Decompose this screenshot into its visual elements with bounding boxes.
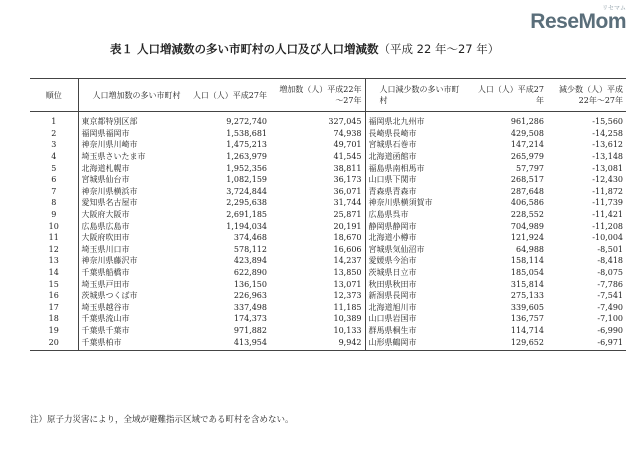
decrease-count-cell: -11,208: [592, 221, 623, 231]
rank-cell: 9: [51, 210, 57, 220]
decrease-population-cell: 147,214: [510, 140, 544, 150]
increase-count-cell: 9,942: [270, 336, 365, 350]
decrease-municipality-cell: 宮城県石巻市: [365, 139, 467, 151]
table-row: [30, 209, 626, 221]
decrease-population-cell: 121,924: [510, 233, 544, 243]
rank-cell: 17: [48, 302, 59, 312]
rank-cell: 4: [51, 152, 57, 162]
table-row: [30, 151, 626, 163]
increase-population-cell: 1,475,213: [226, 140, 267, 150]
header-decrease-municipality: 人口減少数の多い市町村: [365, 79, 467, 112]
increase-count-cell: 11,185: [333, 302, 362, 312]
table-row: [30, 313, 626, 325]
decrease-count-cell: -8,418: [597, 256, 623, 266]
decrease-population-cell: 315,814: [510, 279, 544, 289]
table-row: [30, 278, 626, 290]
decrease-count-cell: -15,560: [592, 117, 623, 127]
increase-population-cell: 374,468: [233, 233, 267, 243]
rank-cell: 16: [48, 291, 59, 301]
table-title: [110, 41, 499, 57]
rank-cell: 11: [48, 233, 59, 243]
decrease-municipality-cell: 福岡県北九州市: [365, 112, 467, 128]
increase-municipality-cell: 大阪府吹田市: [78, 232, 186, 244]
table-row: [30, 112, 626, 128]
title-period: （平成 22 年～27 年）: [378, 42, 500, 56]
increase-municipality-cell: 千葉県船橋市: [78, 267, 186, 279]
header-decrease-count: 減少数（人）平成22年～27年: [547, 79, 626, 112]
decrease-municipality-cell: 青森県青森市: [365, 186, 467, 198]
decrease-municipality-cell: 群馬県桐生市: [365, 325, 467, 337]
header-decrease-population: 人口（人）平成27年: [467, 79, 547, 112]
decrease-population-cell: 57,797: [516, 163, 544, 173]
increase-count-cell: 74,938: [333, 128, 362, 138]
increase-count-cell: 36,173: [333, 175, 362, 185]
decrease-count-cell: -11,739: [592, 198, 623, 208]
header-increase-count: 増加数（人）平成22年～27年: [270, 79, 365, 112]
increase-municipality-cell: 埼玉県戸田市: [78, 278, 186, 290]
table-row: [30, 290, 626, 302]
table-row: [30, 267, 626, 279]
decrease-count-cell: -14,258: [592, 128, 623, 138]
table-row: [30, 139, 626, 151]
increase-municipality-cell: 茨城県つくば市: [78, 290, 186, 302]
increase-population-cell: 3,724,844: [226, 186, 267, 196]
decrease-municipality-cell: 神奈川県横須賀市: [365, 197, 467, 209]
increase-population-cell: 1,194,034: [226, 221, 267, 231]
decrease-count-cell: -10,004: [592, 233, 623, 243]
header-increase-population: 人口（人）平成27年: [186, 79, 270, 112]
increase-population-cell: 226,963: [233, 291, 267, 301]
header-rank: 順位: [30, 79, 78, 112]
decrease-municipality-cell: 北海道小樽市: [365, 232, 467, 244]
rank-cell: 19: [48, 325, 59, 335]
decrease-count-cell: -11,872: [592, 186, 623, 196]
decrease-municipality-cell: 山口県岩国市: [365, 313, 467, 325]
table-row: [30, 244, 626, 256]
decrease-count-cell: -8,075: [597, 268, 623, 278]
increase-population-cell: 1,952,356: [226, 163, 267, 173]
increase-municipality-cell: 千葉県流山市: [78, 313, 186, 325]
decrease-population-cell: 228,552: [510, 210, 544, 220]
increase-municipality-cell: 千葉県柏市: [78, 336, 186, 350]
increase-count-cell: 16,606: [333, 244, 362, 254]
decrease-count-cell: -6,971: [547, 336, 626, 350]
rank-cell: 7: [51, 186, 57, 196]
increase-population-cell: 9,272,740: [226, 117, 267, 127]
increase-count-cell: 31,744: [333, 198, 362, 208]
increase-population-cell: 337,498: [233, 302, 267, 312]
decrease-municipality-cell: 長崎県長崎市: [365, 128, 467, 140]
table-row: [30, 302, 626, 314]
increase-count-cell: 13,850: [333, 268, 362, 278]
decrease-population-cell: 406,586: [510, 198, 544, 208]
table-row: [30, 232, 626, 244]
increase-population-cell: 1,082,159: [226, 175, 267, 185]
decrease-municipality-cell: 新潟県長岡市: [365, 290, 467, 302]
increase-population-cell: 136,150: [233, 279, 267, 289]
decrease-population-cell: 185,054: [510, 268, 544, 278]
increase-count-cell: 10,389: [333, 314, 362, 324]
decrease-population-cell: 136,757: [510, 314, 544, 324]
increase-population-cell: 971,882: [233, 325, 267, 335]
rank-cell: 1: [51, 117, 57, 127]
decrease-municipality-cell: 茨城県日立市: [365, 267, 467, 279]
decrease-count-cell: -11,421: [592, 210, 623, 220]
decrease-population-cell: 704,989: [510, 221, 544, 231]
rank-cell: 15: [48, 279, 59, 289]
increase-count-cell: 10,133: [333, 325, 362, 335]
rank-cell: 12: [48, 244, 59, 254]
decrease-municipality-cell: 山形県鶴岡市: [365, 336, 467, 350]
increase-municipality-cell: 大阪府大阪市: [78, 209, 186, 221]
decrease-municipality-cell: 広島県呉市: [365, 209, 467, 221]
increase-count-cell: 18,670: [333, 233, 362, 243]
brand-subtitle: リセマム: [602, 5, 626, 12]
rank-cell: 13: [48, 256, 59, 266]
decrease-count-cell: -13,148: [592, 152, 623, 162]
decrease-count-cell: -6,990: [597, 325, 623, 335]
increase-population-cell: 2,295,638: [226, 198, 267, 208]
decrease-population-cell: 129,652: [467, 336, 547, 350]
decrease-population-cell: 275,133: [510, 291, 544, 301]
increase-count-cell: 20,191: [333, 221, 362, 231]
increase-population-cell: 174,373: [233, 314, 267, 324]
table-row: [30, 186, 626, 198]
increase-count-cell: 25,871: [333, 210, 362, 220]
table-row: [30, 128, 626, 140]
rank-cell: 20: [30, 336, 78, 350]
population-table: [30, 78, 626, 351]
increase-municipality-cell: 宮城県仙台市: [78, 174, 186, 186]
table-row: [30, 220, 626, 232]
footnote: 注）原子力災害により，全域が避難指示区域である町村を含めない。: [30, 415, 294, 425]
increase-municipality-cell: 神奈川県藤沢市: [78, 255, 186, 267]
decrease-population-cell: 287,648: [510, 186, 544, 196]
decrease-count-cell: -7,541: [597, 291, 623, 301]
increase-count-cell: 49,701: [333, 140, 362, 150]
increase-population-cell: 1,538,681: [226, 128, 267, 138]
increase-municipality-cell: 埼玉県さいたま市: [78, 151, 186, 163]
resemom-logo[interactable]: ReseMom: [530, 10, 626, 33]
decrease-municipality-cell: 山口県下関市: [365, 174, 467, 186]
decrease-population-cell: 265,979: [510, 152, 544, 162]
decrease-count-cell: -7,490: [597, 302, 623, 312]
decrease-population-cell: 339,605: [510, 302, 544, 312]
increase-count-cell: 327,045: [328, 117, 362, 127]
increase-municipality-cell: 神奈川県横浜市: [78, 186, 186, 198]
rank-cell: 3: [51, 140, 57, 150]
increase-municipality-cell: 広島県広島市: [78, 220, 186, 232]
increase-count-cell: 14,237: [333, 256, 362, 266]
decrease-count-cell: -13,081: [592, 163, 623, 173]
rank-cell: 8: [51, 198, 57, 208]
table-row: [30, 336, 626, 350]
decrease-count-cell: -12,430: [592, 175, 623, 185]
decrease-municipality-cell: 北海道函館市: [365, 151, 467, 163]
increase-population-cell: 413,954: [186, 336, 270, 350]
decrease-population-cell: 114,714: [510, 325, 544, 335]
decrease-population-cell: 158,114: [510, 256, 544, 266]
rank-cell: 18: [48, 314, 59, 324]
increase-population-cell: 423,894: [233, 256, 267, 266]
increase-municipality-cell: 神奈川県川崎市: [78, 139, 186, 151]
table-row: [30, 197, 626, 209]
table-row: [30, 162, 626, 174]
increase-municipality-cell: 埼玉県川口市: [78, 244, 186, 256]
rank-cell: 5: [51, 163, 57, 173]
increase-population-cell: 2,691,185: [226, 210, 267, 220]
decrease-count-cell: -8,501: [597, 244, 623, 254]
decrease-population-cell: 961,286: [510, 117, 544, 127]
decrease-population-cell: 64,988: [516, 244, 544, 254]
rank-cell: 10: [48, 221, 59, 231]
increase-count-cell: 41,545: [333, 152, 362, 162]
rank-cell: 6: [51, 175, 57, 185]
increase-municipality-cell: 福岡県福岡市: [78, 128, 186, 140]
rank-cell: 2: [51, 128, 57, 138]
decrease-municipality-cell: 北海道旭川市: [365, 302, 467, 314]
increase-municipality-cell: 愛知県名古屋市: [78, 197, 186, 209]
increase-count-cell: 13,071: [333, 279, 362, 289]
decrease-count-cell: -7,100: [597, 314, 623, 324]
decrease-municipality-cell: 静岡県静岡市: [365, 220, 467, 232]
decrease-municipality-cell: 愛媛県今治市: [365, 255, 467, 267]
decrease-municipality-cell: 宮城県気仙沼市: [365, 244, 467, 256]
decrease-municipality-cell: 福島県南相馬市: [365, 162, 467, 174]
decrease-municipality-cell: 秋田県秋田市: [365, 278, 467, 290]
decrease-count-cell: -7,786: [597, 279, 623, 289]
table-header-row: [30, 79, 626, 112]
increase-count-cell: 12,373: [333, 291, 362, 301]
increase-municipality-cell: 東京都特別区部: [78, 112, 186, 128]
increase-municipality-cell: 埼玉県越谷市: [78, 302, 186, 314]
rank-cell: 14: [48, 268, 59, 278]
increase-municipality-cell: 千葉県千葉市: [78, 325, 186, 337]
decrease-population-cell: 429,508: [510, 128, 544, 138]
title-main: 表１ 人口増減数の多い市町村の人口及び人口増減数: [110, 42, 379, 56]
increase-population-cell: 622,890: [233, 268, 267, 278]
increase-count-cell: 36,071: [333, 186, 362, 196]
increase-municipality-cell: 北海道札幌市: [78, 162, 186, 174]
increase-population-cell: 1,263,979: [226, 152, 267, 162]
increase-count-cell: 38,811: [333, 163, 362, 173]
decrease-count-cell: -13,612: [592, 140, 623, 150]
table-row: [30, 325, 626, 337]
table-row: [30, 255, 626, 267]
header-increase-municipality: 人口増加数の多い市町村: [78, 79, 186, 112]
increase-population-cell: 578,112: [233, 244, 267, 254]
table-row: [30, 174, 626, 186]
decrease-population-cell: 268,517: [510, 175, 544, 185]
